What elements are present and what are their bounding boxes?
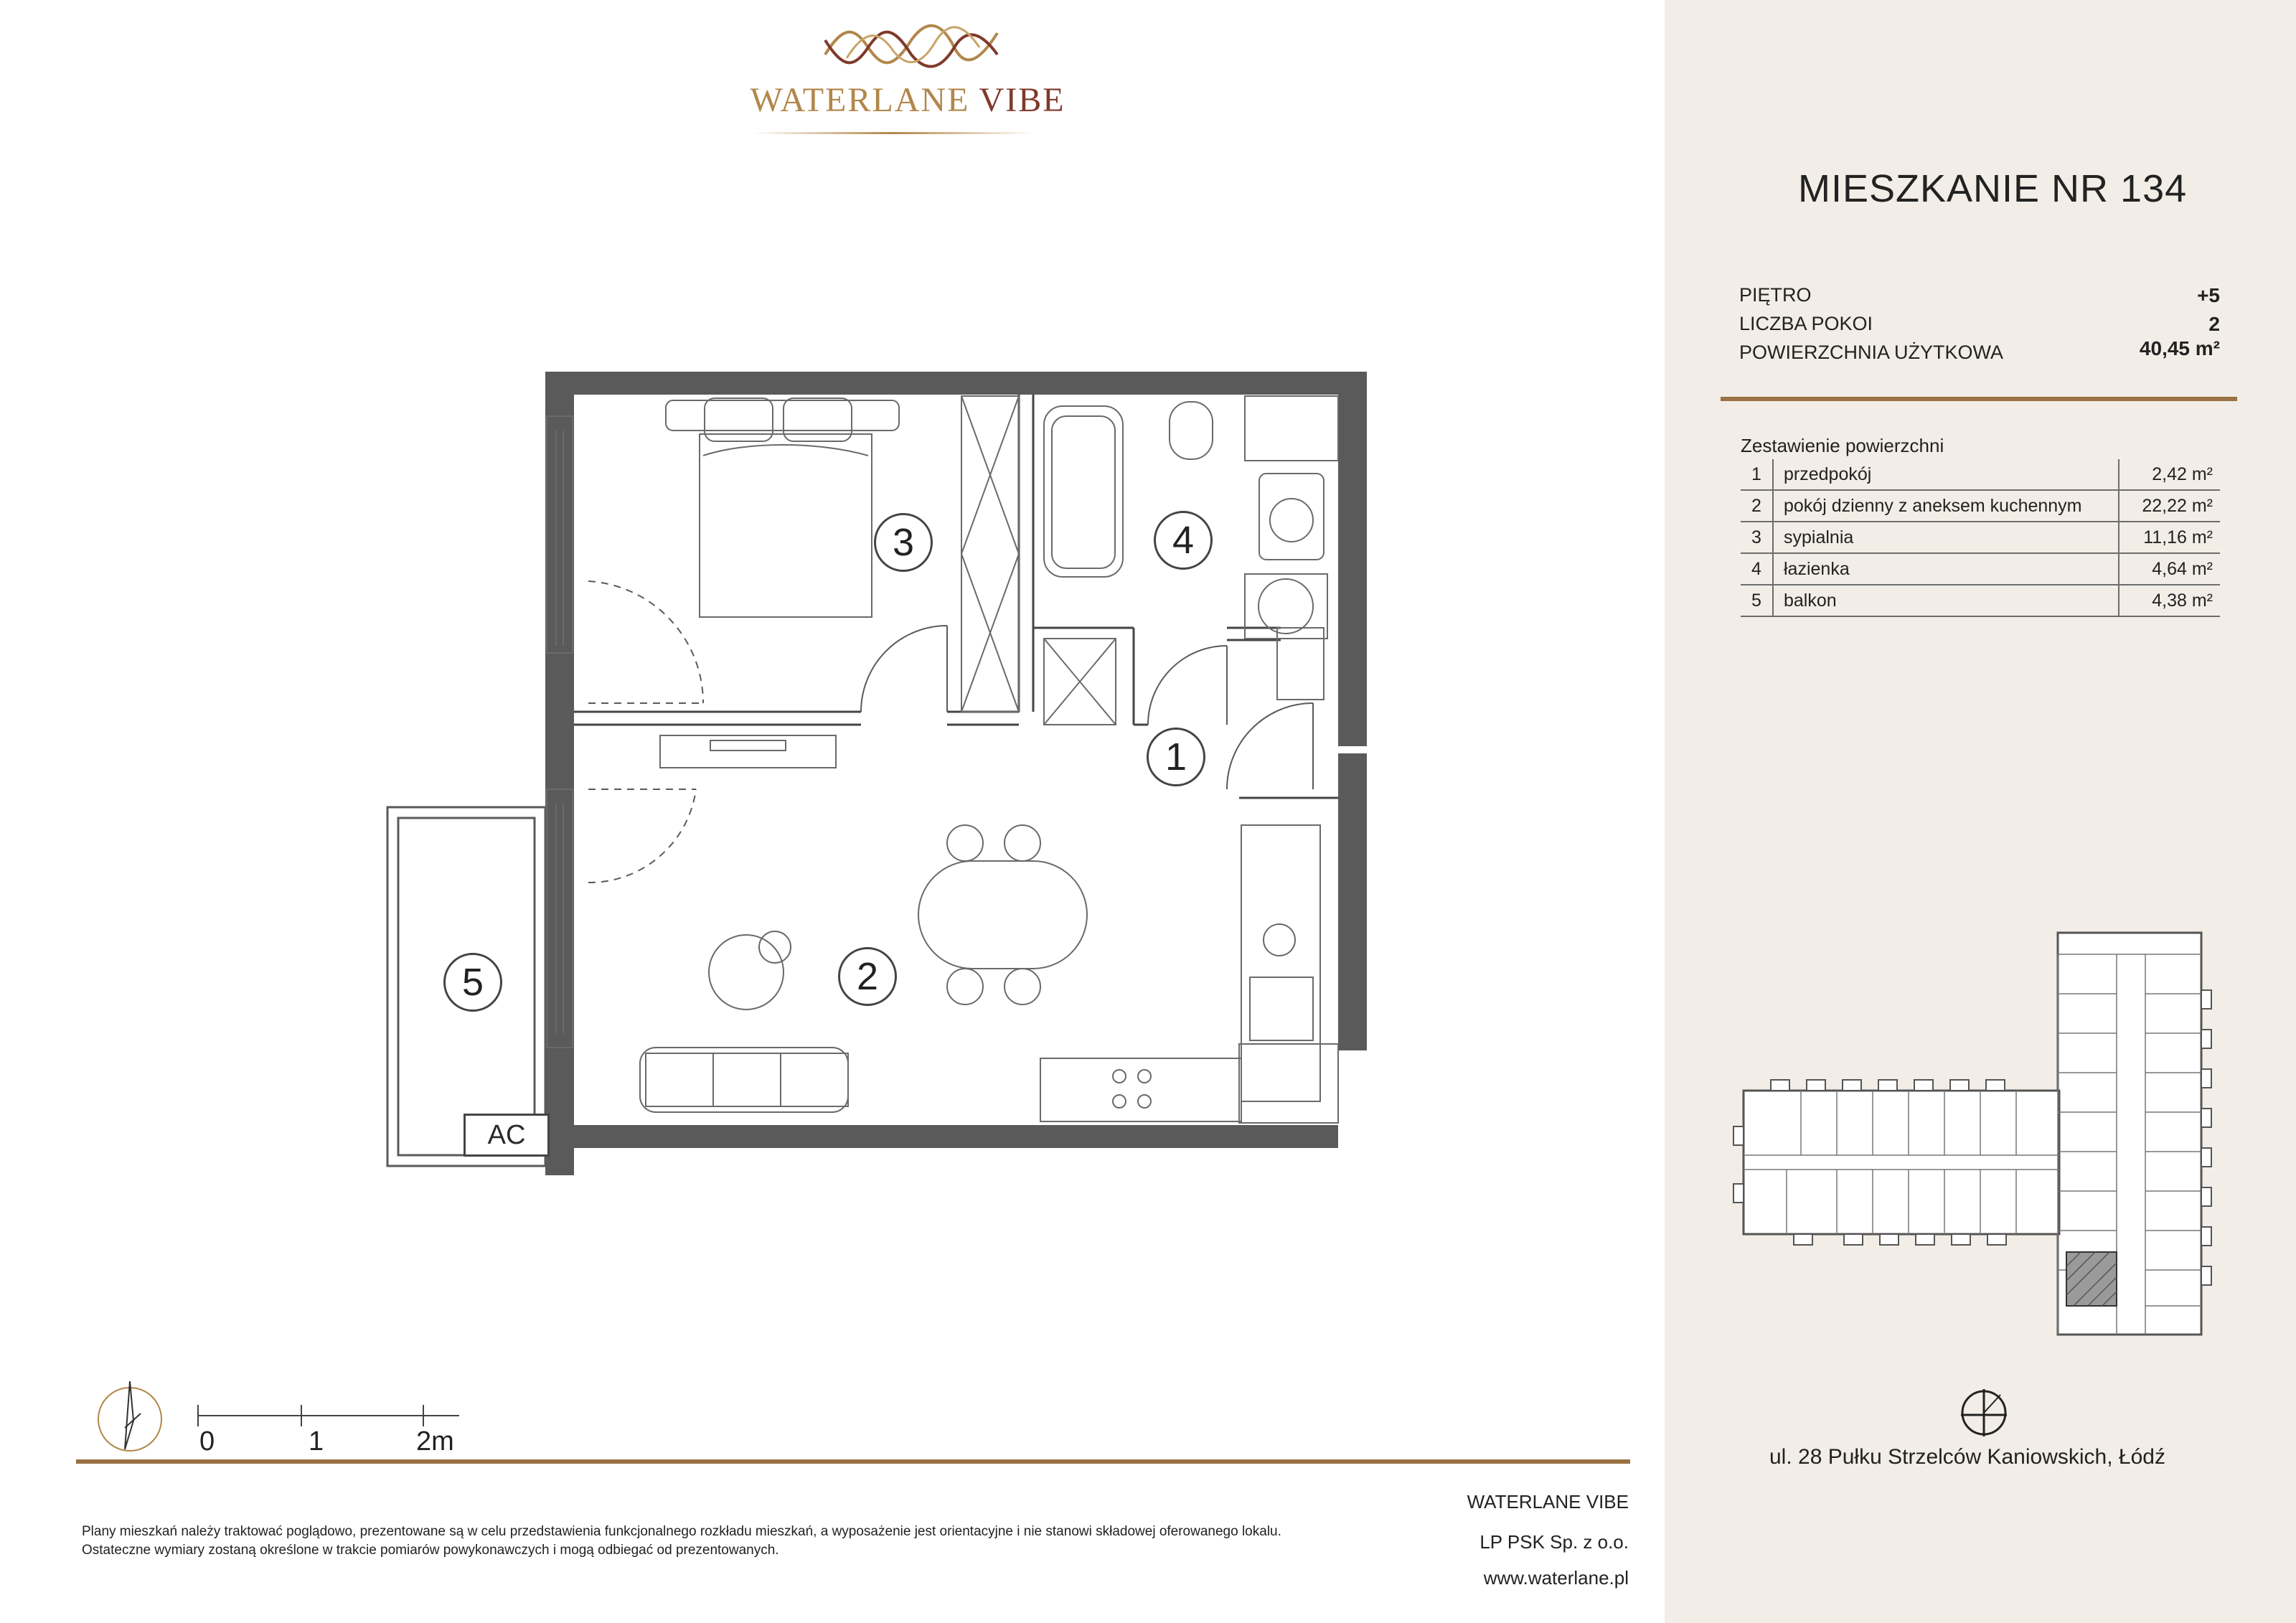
table-row (1741, 459, 2220, 490)
row-name: sypialnia (1773, 522, 2119, 553)
apartment-title: MIESZKANIE NR 134 (1798, 167, 2188, 210)
room-label-2: 2 (838, 947, 897, 1006)
brand-name-part2: VIBE (979, 81, 1065, 119)
row-name: balkon (1773, 585, 2119, 616)
disclaimer (82, 1523, 1445, 1560)
footer-legal: LP PSK Sp. z o.o. (1479, 1531, 1629, 1553)
table-row (1741, 585, 2220, 616)
info-panel (1665, 0, 2296, 1623)
summary-title: Zestawienie powierzchni (1741, 435, 1944, 456)
room-label-4: 4 (1154, 511, 1213, 570)
room-label-3: 3 (874, 513, 933, 572)
row-area: 4,38 m² (2119, 585, 2220, 616)
doors (588, 581, 1313, 883)
brand-name-part1: WATERLANE (750, 81, 970, 119)
row-area: 2,42 m² (2119, 459, 2220, 490)
floor-plan (373, 359, 1378, 1184)
row-area: 11,16 m² (2119, 522, 2220, 553)
brand-name (746, 80, 1069, 120)
row-name: pokój dzienny z aneksem kuchennym (1773, 490, 2119, 522)
interior-walls (574, 395, 1338, 798)
floor-value: +5 (2197, 284, 2220, 306)
footer-website[interactable]: www.waterlane.pl (1483, 1567, 1629, 1589)
row-number: 1 (1741, 459, 1773, 490)
disclaimer-line-2: Ostateczne wymiary zostaną określone w trakcie pomiarów powykonawczych i mogą odbiegać od prezentowanych. (82, 1543, 779, 1558)
row-name: przedpokój (1773, 459, 2119, 490)
room-label-1: 1 (1147, 728, 1205, 786)
apartment-highlight (2066, 1252, 2117, 1306)
scale-bar (194, 1405, 466, 1426)
table-row (1741, 490, 2220, 522)
row-number: 5 (1741, 585, 1773, 616)
scale-label-2m: 2m (416, 1426, 454, 1457)
table-row (1741, 553, 2220, 585)
scale-label-0: 0 (199, 1426, 215, 1457)
rooms-value: 2 (2208, 313, 2220, 335)
row-number: 3 (1741, 522, 1773, 553)
walls (545, 372, 1367, 1175)
row-area: 22,22 m² (2119, 490, 2220, 522)
disclaimer-line-1: Plany mieszkań należy traktować poglądowo, prezentowane są w celu przedstawienia funkcjonalnego rozkładu mieszkań, a wyposażenie jest orientacyjne i nie stanowi składowej oferowanego lokalu. (82, 1524, 1281, 1539)
row-number: 4 (1741, 553, 1773, 585)
rooms-label: LICZBA POKOI (1739, 313, 1873, 334)
bottom-divider (76, 1459, 1630, 1464)
furniture (640, 396, 1338, 1123)
row-number: 2 (1741, 490, 1773, 522)
address: ul. 28 Pułku Strzelców Kaniowskich, Łódź (1769, 1445, 2165, 1469)
floor-label: PIĘTRO (1739, 284, 1812, 306)
north-arrow-icon (90, 1378, 169, 1457)
scale-label-1: 1 (309, 1426, 324, 1457)
ac-label: AC (464, 1114, 550, 1157)
compass-icon (1957, 1386, 2010, 1439)
waves-logo-icon (811, 19, 1012, 69)
footer-company: WATERLANE VIBE (1467, 1491, 1629, 1513)
brand-underline (753, 132, 1033, 134)
row-area: 4,64 m² (2119, 553, 2220, 585)
area-value: 40,45 m² (2139, 337, 2220, 359)
panel-divider (1721, 397, 2237, 401)
building-key-plan (1729, 926, 2217, 1342)
row-name: łazienka (1773, 553, 2119, 585)
area-label: POWIERZCHNIA UŻYTKOWA (1739, 342, 2004, 363)
table-row (1741, 522, 2220, 553)
room-label-5: 5 (443, 953, 502, 1012)
area-summary-table (1741, 459, 2220, 617)
